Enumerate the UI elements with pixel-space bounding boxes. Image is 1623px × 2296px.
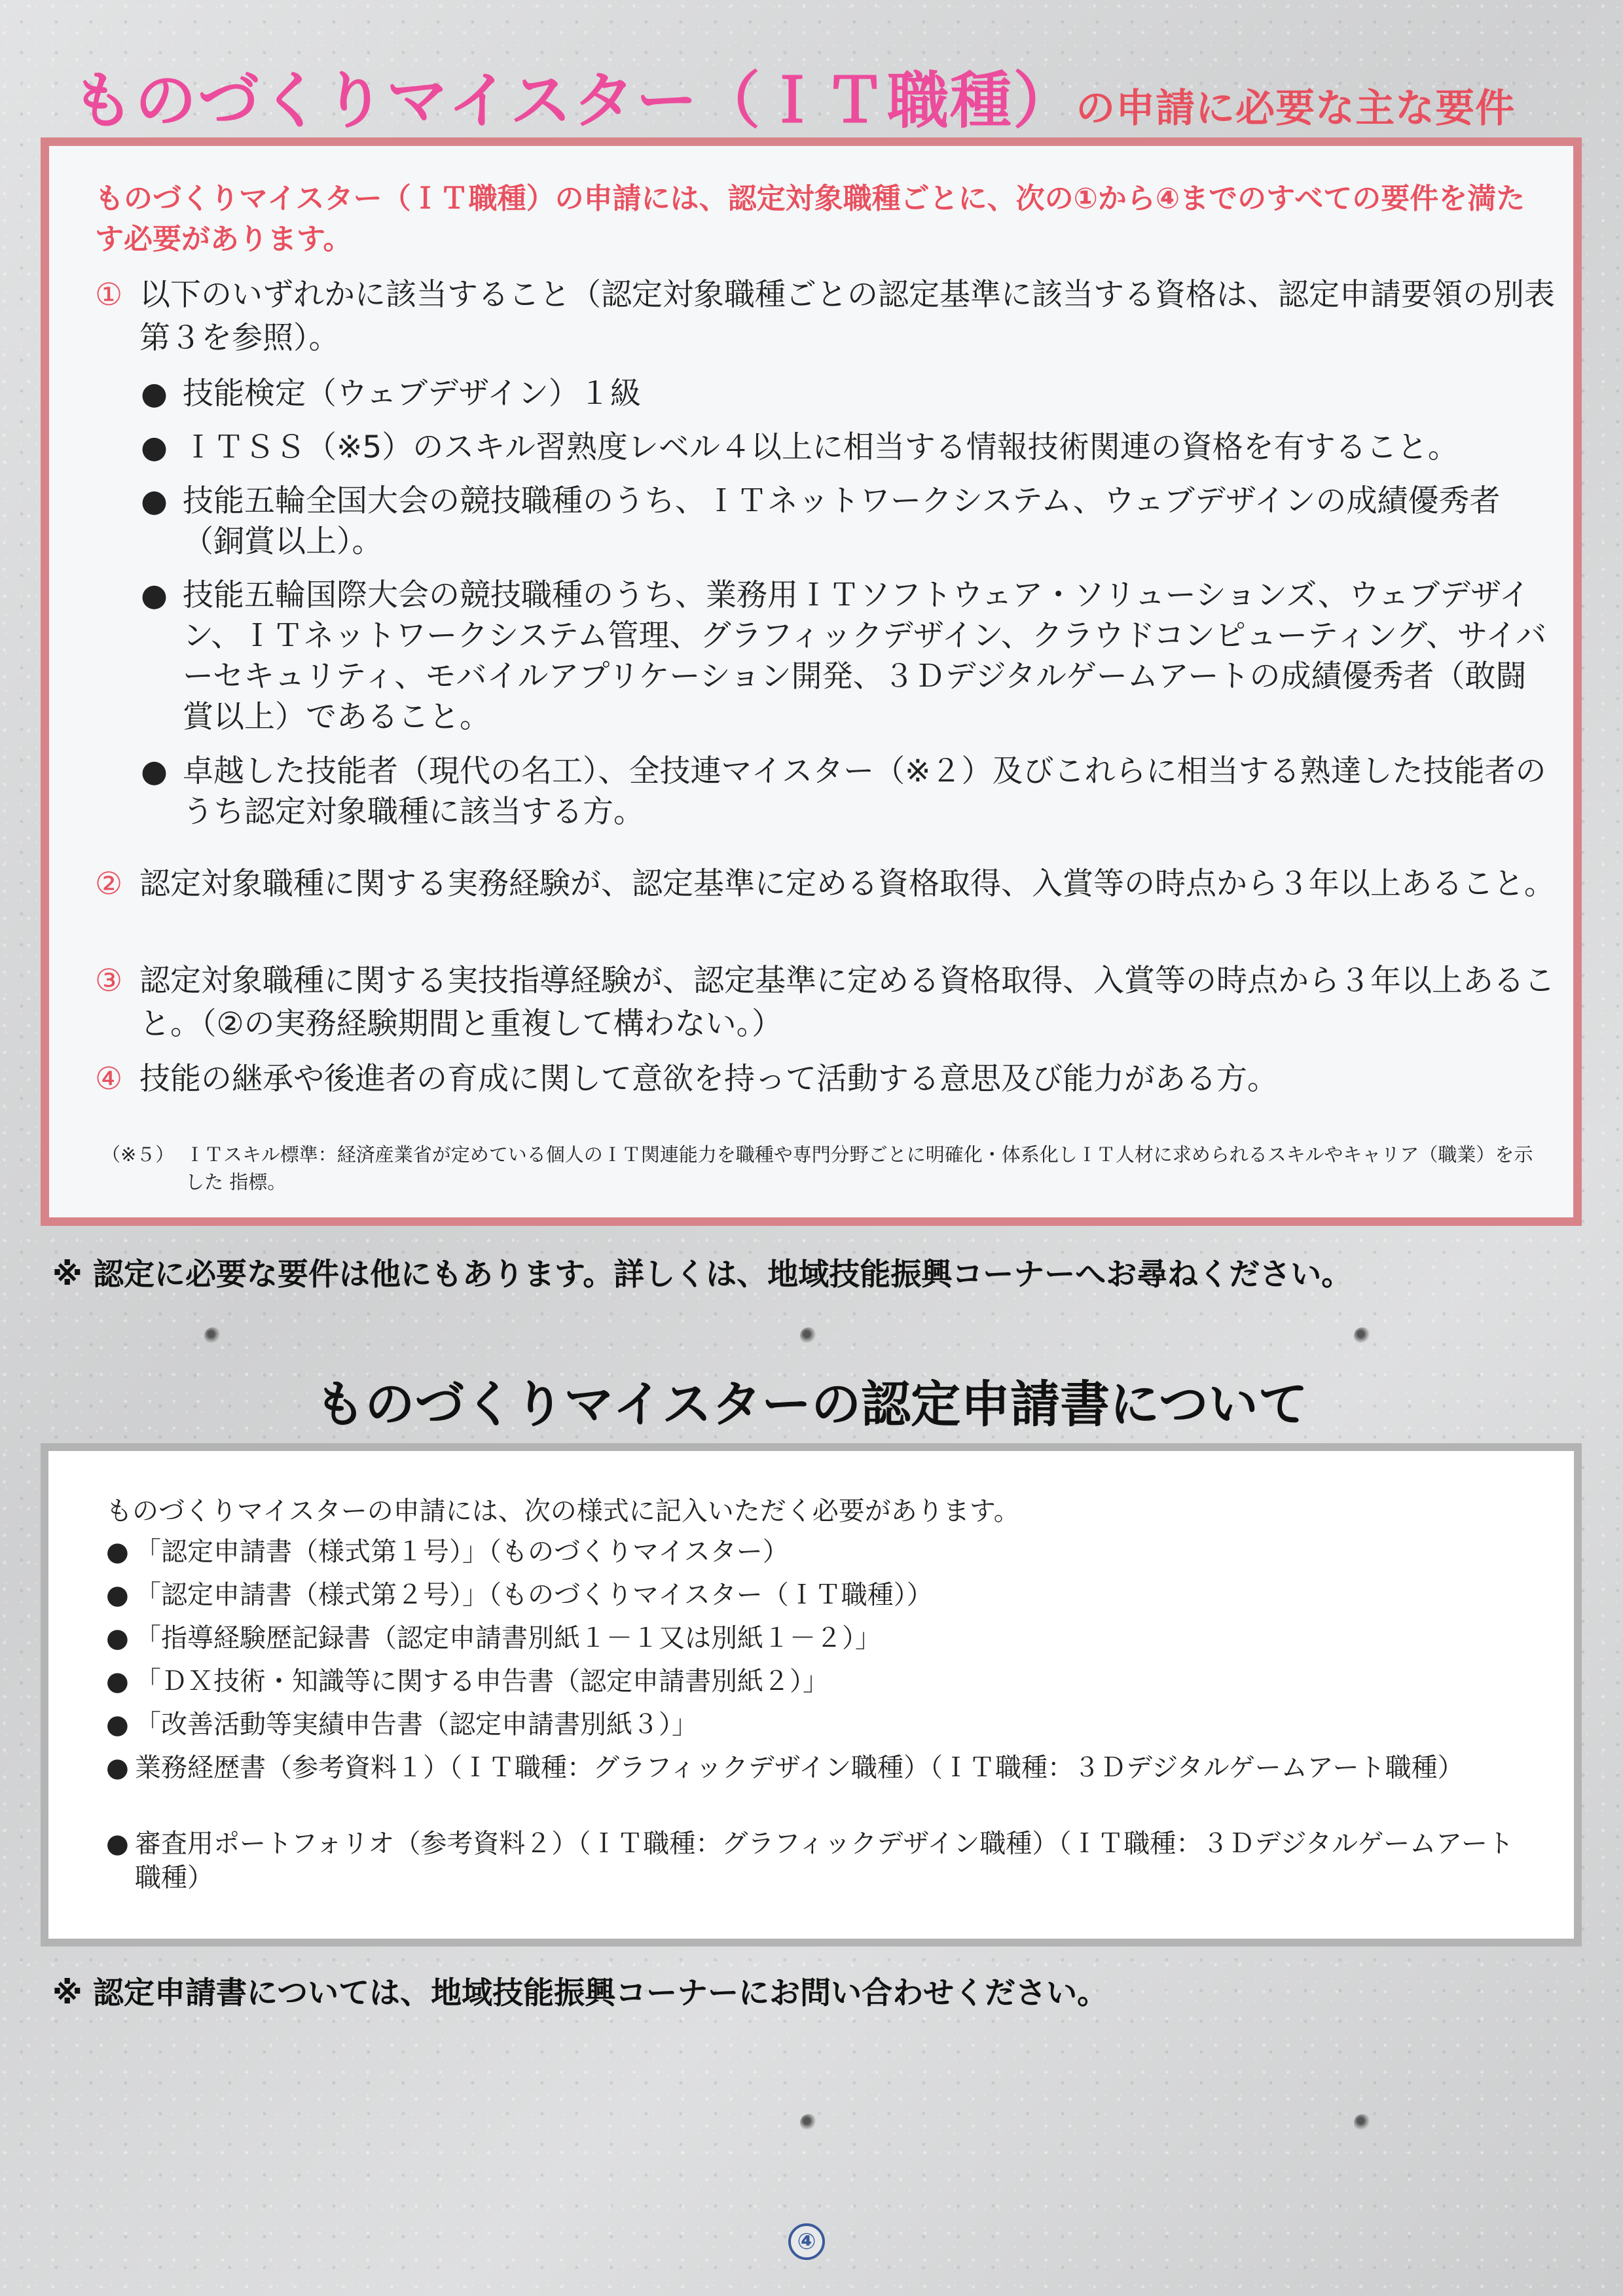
bullet-icon: ● (141, 483, 168, 519)
footnote-mark: （※５） (101, 1143, 175, 1166)
bullet-icon: ● (106, 1710, 129, 1740)
bullet-icon: ● (106, 1623, 129, 1653)
list-item: ● 「改善活動等実績申告書（認定申請書別紙３）」 (106, 1708, 1533, 1742)
requirement-number: ④ (95, 1061, 123, 1097)
concrete-hole-icon (800, 2114, 817, 2131)
bullet-icon: ● (106, 1753, 129, 1783)
list-item: ● 「認定申請書（様式第１号）」（ものづくりマイスター） (106, 1535, 1533, 1569)
concrete-hole-icon (800, 1327, 817, 1344)
title-sub: の申請に必要な主な要件 (1076, 86, 1516, 132)
requirement-number: ③ (95, 963, 123, 999)
list-item: ● 「ＤＸ技術・知識等に関する申告書（認定申請書別紙２）」 (106, 1664, 1533, 1698)
list-item: ● 審査用ポートフォリオ（参考資料２）（ＩＴ職種：グラフィックデザイン職種）（ＩＴ職種：３Ｄデジタルゲームアート職種） (106, 1827, 1533, 1895)
concrete-hole-icon (1354, 2114, 1371, 2131)
bullet-icon: ● (106, 1537, 129, 1567)
notice-requirements: ※ 認定に必要な要件は他にもあります。詳しくは、地域技能振興コーナーへお尋ねください。 (52, 1257, 1353, 1293)
section-title: ものづくりマイスターの認定申請書について (315, 1375, 1308, 1433)
requirement-text: 技能の継承や後進者の育成に関して意欲を持って活動する意思及び能力がある方。 (139, 1061, 1278, 1097)
list-item: ● 技能五輪全国大会の競技職種のうち、ＩＴネットワークシステム、ウェブデザインの成績優秀者（銅賞以上）。 (141, 481, 1555, 562)
requirement-1 (95, 274, 1555, 360)
bullet-icon: ● (106, 1580, 129, 1610)
list-item: ● 「認定申請書（様式第２号）」（ものづくりマイスター（ＩＴ職種）） (106, 1578, 1533, 1612)
list-item: ● 業務経歴書（参考資料１）（ＩＴ職種：グラフィックデザイン職種）（ＩＴ職種：３Ｄデジタルゲームアート職種） (106, 1751, 1533, 1785)
list-item: ● 技能検定（ウェブデザイン）１級 (141, 374, 1555, 414)
bullet-icon: ● (141, 429, 168, 465)
list-item: ● 「指導経験歴記録書（認定申請書別紙１－１又は別紙１－２）」 (106, 1621, 1533, 1655)
requirement-text: 以下のいずれかに該当すること（認定対象職種ごとの認定基準に該当する資格は、認定申請要領の別表第３を参照）。 (139, 277, 1555, 356)
bullet-icon: ● (141, 376, 168, 412)
concrete-hole-icon (204, 1327, 221, 1344)
requirements-lead: ものづくりマイスター（ＩＴ職種）の申請には、認定対象職種ごとに、次の①から④までのすべての要件を満たす必要があります。 (95, 182, 1525, 256)
concrete-hole-icon (1354, 1327, 1371, 1344)
bullet-icon: ● (106, 1829, 129, 1859)
requirement-2 (95, 863, 1555, 906)
requirement-number: ② (95, 866, 123, 902)
page-title (72, 51, 1565, 139)
list-item: ● 技能五輪国際大会の競技職種のうち、業務用ＩＴソフトウェア・ソリューションズ、ウェブデザイン、ＩＴネットワークシステム管理、グラフィックデザイン、クラウドコンピューティング、サイバーセキュリティ、モバイルアプリケーション開発、３Ｄデジタルゲームアートの成績優秀者（敢闘賞以上）であること。 (141, 575, 1555, 738)
bullet-icon: ● (141, 753, 168, 789)
list-item: ● 卓越した技能者（現代の名工）、全技連マイスター（※２）及びこれらに相当する熟達した技能者のうち認定対象職種に該当する方。 (141, 751, 1555, 833)
list-item: ● ＩＴＳＳ（※5）のスキル習熟度レベル４以上に相当する情報技術関連の資格を有すること。 (141, 427, 1555, 468)
requirement-number: ① (95, 277, 123, 313)
bullet-icon: ● (106, 1666, 129, 1696)
notice-forms: ※ 認定申請書については、地域技能振興コーナーにお問い合わせください。 (52, 1975, 1108, 2011)
bullet-icon: ● (141, 577, 168, 613)
forms-intro: ものづくりマイスターの申請には、次の様式に記入いただく必要があります。 (106, 1496, 1020, 1526)
footnote (101, 1141, 1542, 1196)
page-number: ④ (788, 2223, 825, 2260)
requirement-text: 認定対象職種に関する実技指導経験が、認定基準に定める資格取得、入賞等の時点から３年以上あること。（②の実務経験期間と重複して構わない。） (139, 963, 1555, 1042)
requirement-4 (95, 1058, 1555, 1101)
requirement-text: 認定対象職種に関する実務経験が、認定基準に定める資格取得、入賞等の時点から３年以上あること。 (139, 866, 1555, 902)
footnote-text: ＩＴスキル標準：経済産業省が定めている個人のＩＴ関連能力を職種や専門分野ごとに明確化・体系化しＩＴ人材に求められるスキルやキャリア（職業）を示した 指標。 (185, 1143, 1533, 1193)
forms-box (41, 1443, 1582, 1946)
requirements-box (41, 137, 1582, 1226)
requirement-3 (95, 960, 1555, 1046)
title-main: ものづくりマイスター（ＩＴ職種） (72, 65, 1076, 137)
